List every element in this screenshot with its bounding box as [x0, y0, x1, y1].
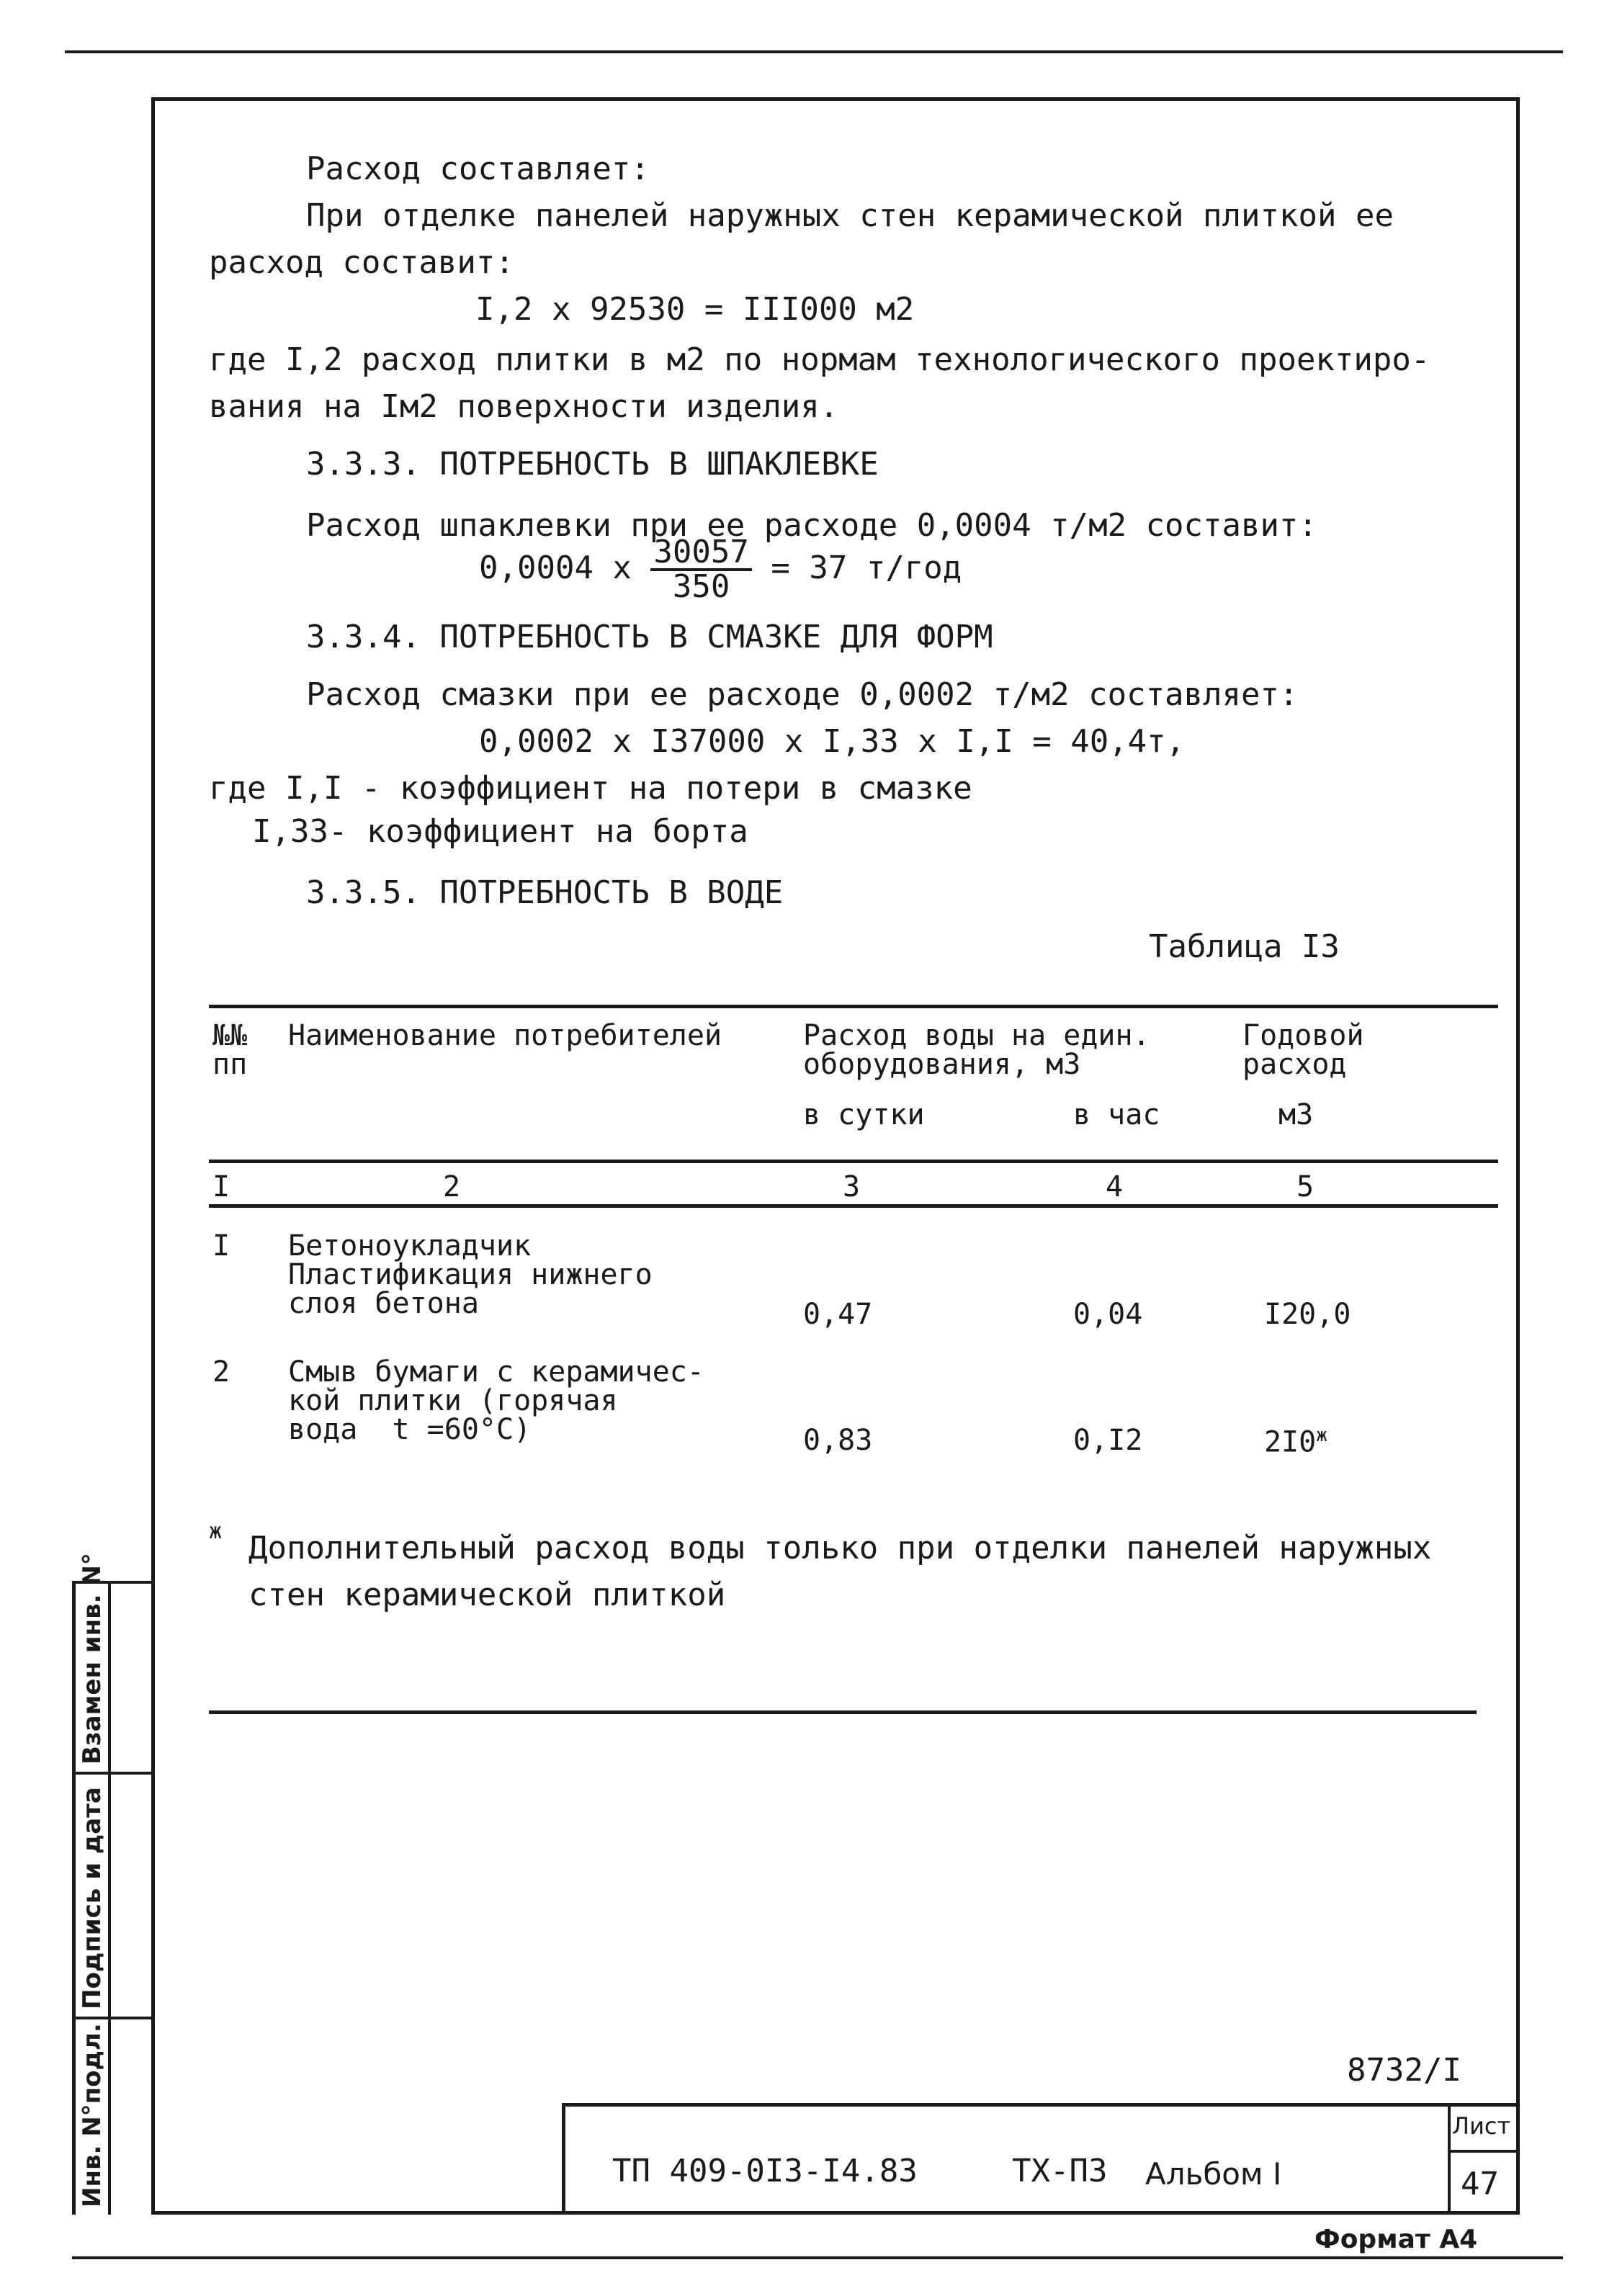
text-line-2: При отделке панелей наружных стен керамической плиткой ее — [306, 197, 1394, 234]
footnote-bottom-rule — [209, 1710, 1477, 1714]
table-row-2-annual-value: 2I0 — [1264, 1425, 1317, 1459]
table-colnum-3: 3 — [843, 1170, 861, 1203]
bottom-border-line — [72, 2256, 1563, 2259]
table-row-2-per-day: 0,83 — [803, 1424, 873, 1457]
table-colnum-5: 5 — [1296, 1170, 1314, 1203]
table-row-2-per-hour: 0,I2 — [1073, 1424, 1143, 1457]
margin-label-inv-original: Инв. N°подл. — [78, 2023, 107, 2207]
table-header-annual-unit: м3 — [1278, 1098, 1314, 1131]
margin-strip-divider-2 — [72, 2017, 153, 2019]
text-line-1: Расход составляет: — [306, 151, 650, 187]
footnote-mark: ж — [209, 1519, 223, 1544]
section-heading-333: 3.3.3. ПОТРЕБНОСТЬ В ШПАКЛЕВКЕ — [306, 446, 879, 483]
text-line-3: расход составит: — [209, 244, 514, 281]
table-colnum-4: 4 — [1106, 1170, 1124, 1203]
margin-strip-divider-1 — [72, 1772, 153, 1775]
table-row-1-per-day: 0,47 — [803, 1298, 873, 1331]
title-block-album: Альбом I — [1145, 2156, 1282, 2192]
title-block-section: ТХ-ПЗ — [1012, 2153, 1108, 2189]
table-header-per-hour: в час — [1073, 1098, 1160, 1131]
formula-putty-left: 0,0004 x — [479, 550, 632, 586]
doc-number: 8732/I — [1347, 2052, 1461, 2089]
table-colnum-rule — [209, 1204, 1498, 1208]
title-block-sheet-label: Лист — [1452, 2112, 1511, 2140]
text-line-4: где I,2 расход плитки в м2 по нормам технологического проектиро- — [209, 341, 1430, 378]
formula-putty-denominator: 350 — [672, 568, 730, 605]
formula-putty-fraction — [650, 534, 751, 605]
table-colnum-1: I — [212, 1170, 230, 1203]
table-header-num: №№ пп — [212, 1019, 248, 1081]
table-row-1-per-hour: 0,04 — [1073, 1298, 1143, 1331]
table-row-1-num: I — [212, 1229, 230, 1263]
table-header-per-day: в сутки — [803, 1098, 925, 1131]
title-block-sheet-rule — [1448, 2150, 1520, 2153]
section-heading-334: 3.3.4. ПОТРЕБНОСТЬ В СМАЗКЕ ДЛЯ ФОРМ — [306, 619, 993, 655]
title-block-sheet-divider — [1448, 2103, 1451, 2215]
text-line-6: Расход шпаклевки при ее расходе 0,0004 т/м2 составит: — [306, 507, 1317, 544]
format-label: Формат А4 — [1314, 2225, 1478, 2254]
footnote-line-1: Дополнительный расход воды только при отделки панелей наружных — [248, 1530, 1432, 1566]
table-header-consumer: Наименование потребителей — [288, 1019, 722, 1052]
footnote-line-2: стен керамической плиткой — [248, 1577, 726, 1613]
table-colnum-2: 2 — [443, 1170, 461, 1203]
table-header-rule — [209, 1160, 1498, 1163]
formula-putty — [479, 534, 962, 605]
table-row-1-name: Бетоноукладчик Пластификация нижнего слоя бетона — [288, 1229, 653, 1320]
table-row-2-num: 2 — [212, 1355, 230, 1389]
text-line-9: I,33- коэффициент на борта — [252, 813, 748, 850]
table-row-2-annual — [1264, 1425, 1327, 1459]
table-header-annual: Годовой расход — [1242, 1019, 1364, 1081]
top-border-line — [65, 50, 1563, 53]
text-line-7: Расход смазки при ее расходе 0,0002 т/м2 составляет: — [306, 676, 1299, 713]
title-block-designation: ТП 409-0I3-I4.83 — [612, 2153, 918, 2189]
formula-putty-numerator: 30057 — [650, 537, 751, 571]
table-header-water-use: Расход воды на един. оборудования, м3 — [803, 1019, 1150, 1081]
section-heading-335: 3.3.5. ПОТРЕБНОСТЬ В ВОДЕ — [306, 874, 784, 911]
text-line-8: где I,I - коэффициент на потери в смазке — [209, 770, 972, 807]
margin-strip-inner-line — [108, 1581, 111, 2215]
margin-label-replace-inv: Взамен инв. N° — [78, 1553, 107, 1764]
formula-putty-right: = 37 т/год — [771, 550, 962, 586]
formula-tile-area: I,2 x 92530 = III000 м2 — [475, 291, 915, 328]
table-row-2-name: Смыв бумаги с керамичес- кой плитки (горячая вода t =60°C) — [288, 1355, 704, 1446]
margin-strip-left-line — [72, 1581, 76, 2215]
formula-lubricant: 0,0002 x I37000 x I,33 x I,I = 40,4т, — [479, 723, 1186, 760]
title-block-sheet-number: 47 — [1461, 2166, 1499, 2202]
margin-label-sign-date: Подпись и дата — [78, 1787, 107, 2009]
text-line-5: вания на Iм2 поверхности изделия. — [209, 388, 839, 425]
table-caption: Таблица I3 — [1149, 928, 1340, 965]
table-top-rule — [209, 1005, 1498, 1008]
table-row-2-annual-mark: ж — [1316, 1425, 1327, 1446]
table-row-1-annual: I20,0 — [1264, 1298, 1351, 1331]
